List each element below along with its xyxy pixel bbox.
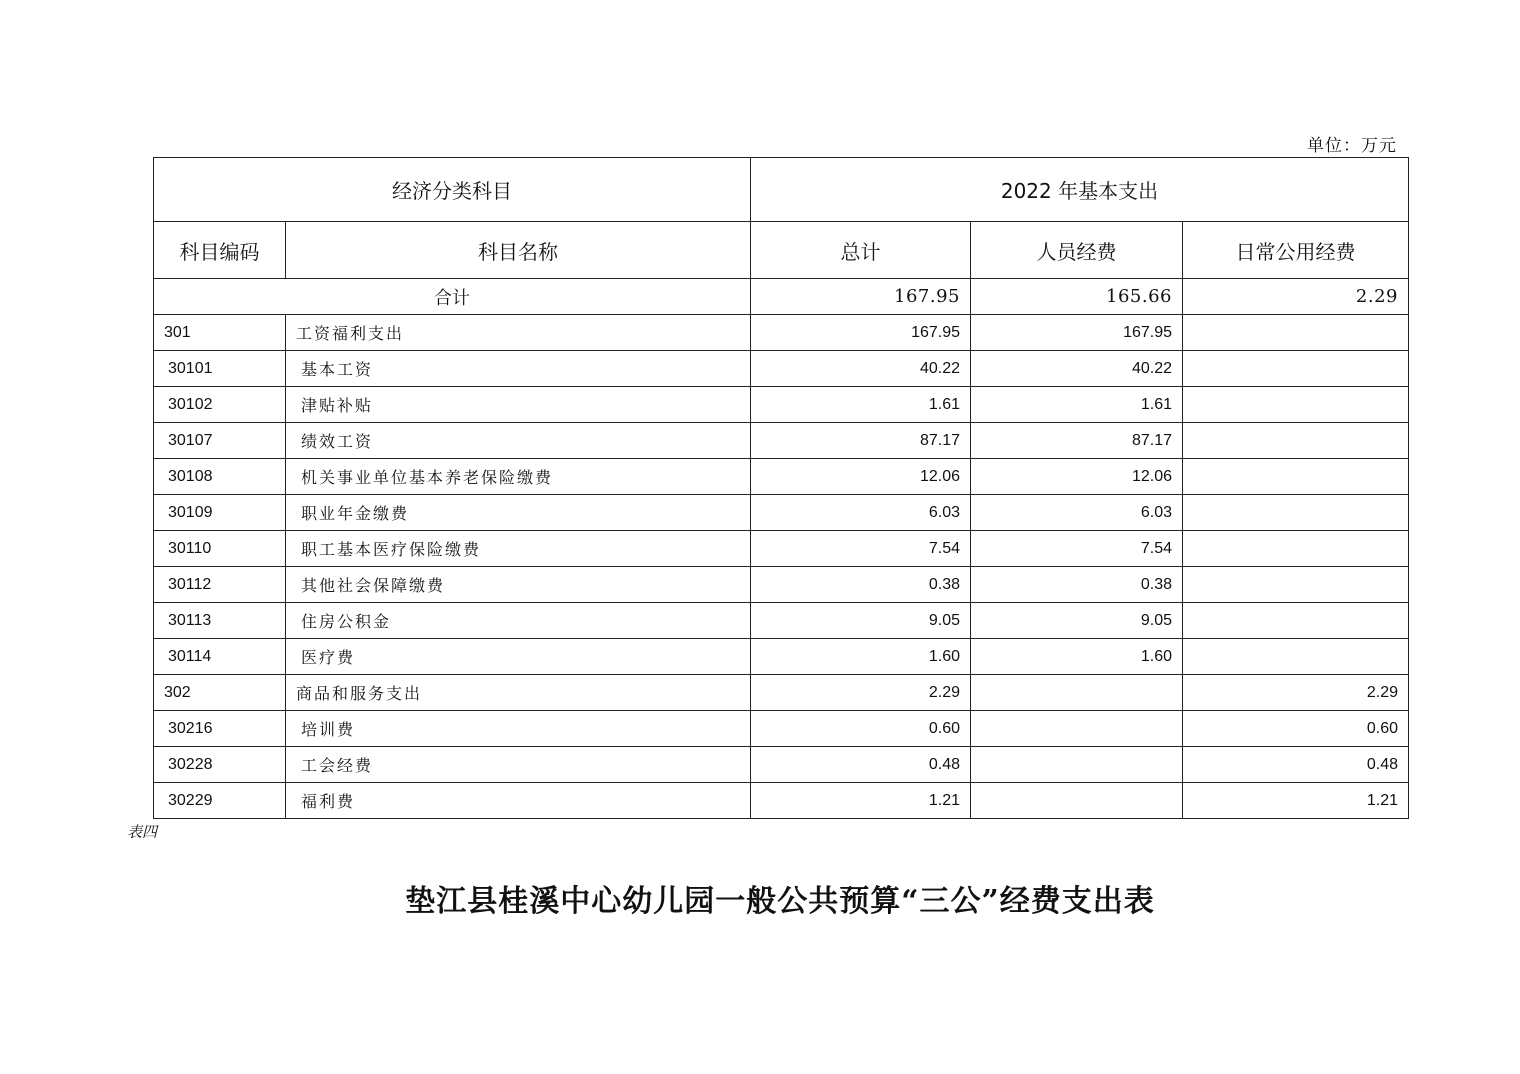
subject-name-cell: 津贴补贴: [286, 387, 751, 423]
personnel-cell: 1.61: [971, 387, 1183, 423]
personnel-cell: 40.22: [971, 351, 1183, 387]
public-cell: [1183, 423, 1409, 459]
subject-code-cell: 30107: [154, 423, 286, 459]
subject-name-cell: 工会经费: [286, 747, 751, 783]
total-cell: 1.61: [751, 387, 971, 423]
public-cell: 0.60: [1183, 711, 1409, 747]
total-cell: 87.17: [751, 423, 971, 459]
personnel-cell: [971, 711, 1183, 747]
total-cell: 2.29: [751, 675, 971, 711]
public-cell: [1183, 351, 1409, 387]
document-title: 垫江县桂溪中心幼儿园一般公共预算“三公”经费支出表: [405, 884, 1155, 919]
public-cell: 0.48: [1183, 747, 1409, 783]
public-cell: [1183, 315, 1409, 351]
personnel-cell: 0.38: [971, 567, 1183, 603]
header-public-expense: 日常公用经费: [1183, 222, 1409, 279]
table-row: [154, 675, 1409, 711]
total-public: 2.29: [1183, 279, 1409, 315]
table-row: [154, 531, 1409, 567]
personnel-cell: 167.95: [971, 315, 1183, 351]
total-cell: 0.60: [751, 711, 971, 747]
subject-name-cell: 绩效工资: [286, 423, 751, 459]
public-cell: [1183, 531, 1409, 567]
total-row: [154, 279, 1409, 315]
public-cell: [1183, 387, 1409, 423]
subject-code-cell: 30229: [154, 783, 286, 819]
total-cell: 167.95: [751, 315, 971, 351]
personnel-cell: 87.17: [971, 423, 1183, 459]
public-cell: [1183, 567, 1409, 603]
total-cell: 1.60: [751, 639, 971, 675]
table-body: [154, 279, 1409, 819]
personnel-cell: [971, 747, 1183, 783]
table-row: [154, 639, 1409, 675]
total-cell: 6.03: [751, 495, 971, 531]
header-subject-code: 科目编码: [154, 222, 286, 279]
subject-code-cell: 30228: [154, 747, 286, 783]
subject-code-cell: 30108: [154, 459, 286, 495]
table-row: [154, 495, 1409, 531]
subject-code-cell: 30216: [154, 711, 286, 747]
subject-name-cell: 住房公积金: [286, 603, 751, 639]
table-row: [154, 387, 1409, 423]
total-cell: 7.54: [751, 531, 971, 567]
total-cell: 1.21: [751, 783, 971, 819]
header-basic-expenditure-2022: 2022 年基本支出: [751, 158, 1409, 222]
subject-name-cell: 职工基本医疗保险缴费: [286, 531, 751, 567]
total-cell: 40.22: [751, 351, 971, 387]
subject-name-cell: 工资福利支出: [286, 315, 751, 351]
subject-code-cell: 30112: [154, 567, 286, 603]
total-sum: 167.95: [751, 279, 971, 315]
table-row: [154, 315, 1409, 351]
table-row: [154, 567, 1409, 603]
personnel-cell: 9.05: [971, 603, 1183, 639]
public-cell: 1.21: [1183, 783, 1409, 819]
public-cell: [1183, 639, 1409, 675]
subject-code-cell: 30110: [154, 531, 286, 567]
subject-name-cell: 培训费: [286, 711, 751, 747]
total-cell: 0.48: [751, 747, 971, 783]
header-subject-name: 科目名称: [286, 222, 751, 279]
subject-name-cell: 基本工资: [286, 351, 751, 387]
personnel-cell: 1.60: [971, 639, 1183, 675]
table-row: [154, 351, 1409, 387]
table-row: [154, 711, 1409, 747]
personnel-cell: [971, 783, 1183, 819]
subject-name-cell: 机关事业单位基本养老保险缴费: [286, 459, 751, 495]
table-label: 表四: [127, 823, 158, 841]
subject-code-cell: 30114: [154, 639, 286, 675]
personnel-cell: [971, 675, 1183, 711]
subject-name-cell: 福利费: [286, 783, 751, 819]
table-row: [154, 783, 1409, 819]
table-row: [154, 603, 1409, 639]
table-row: [154, 459, 1409, 495]
total-cell: 0.38: [751, 567, 971, 603]
subject-code-cell: 302: [154, 675, 286, 711]
subject-name-cell: 职业年金缴费: [286, 495, 751, 531]
public-cell: [1183, 603, 1409, 639]
public-cell: 2.29: [1183, 675, 1409, 711]
personnel-cell: 7.54: [971, 531, 1183, 567]
header-personnel-expense: 人员经费: [971, 222, 1183, 279]
subject-name-cell: 其他社会保障缴费: [286, 567, 751, 603]
table-row: [154, 747, 1409, 783]
subject-code-cell: 30101: [154, 351, 286, 387]
personnel-cell: 12.06: [971, 459, 1183, 495]
basic-expenditure-table: [153, 157, 1409, 819]
public-cell: [1183, 495, 1409, 531]
table-row: [154, 423, 1409, 459]
header-economic-classification: 经济分类科目: [154, 158, 751, 222]
subject-name-cell: 医疗费: [286, 639, 751, 675]
public-cell: [1183, 459, 1409, 495]
subject-name-cell: 商品和服务支出: [286, 675, 751, 711]
total-cell: 12.06: [751, 459, 971, 495]
subject-code-cell: 30102: [154, 387, 286, 423]
total-label: 合计: [154, 279, 751, 315]
header-total: 总计: [751, 222, 971, 279]
unit-label: 单位：万元: [1307, 136, 1397, 156]
header-row-columns: [154, 222, 1409, 279]
subject-code-cell: 30109: [154, 495, 286, 531]
total-cell: 9.05: [751, 603, 971, 639]
header-row-group: [154, 158, 1409, 222]
subject-code-cell: 30113: [154, 603, 286, 639]
personnel-cell: 6.03: [971, 495, 1183, 531]
subject-code-cell: 301: [154, 315, 286, 351]
total-personnel: 165.66: [971, 279, 1183, 315]
